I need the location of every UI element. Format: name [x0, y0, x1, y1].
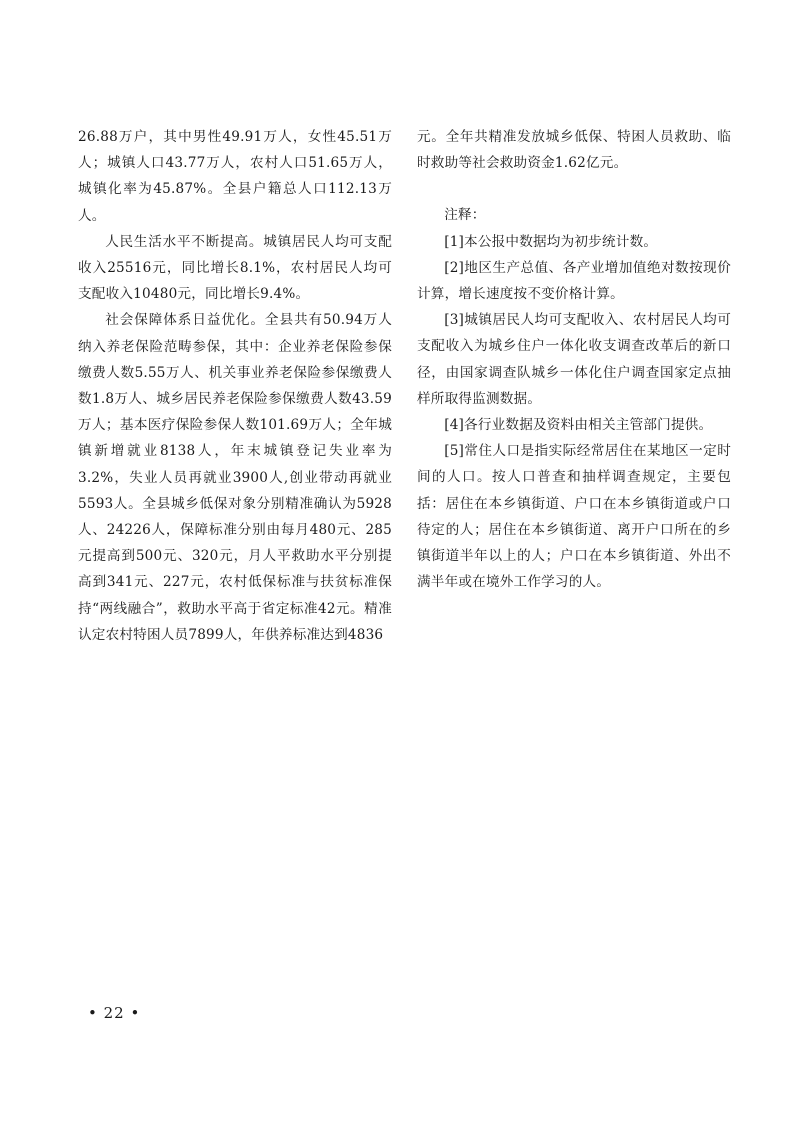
note-item: [4]各行业数据及资料由相关主管部门提供。	[444, 417, 713, 434]
notes-section	[417, 202, 731, 595]
social-security-paragraph: 社会保障体系日益优化。全县共有50.94万人纳入养老保险范畴参保，其中：企业养老保险参保缴费人数5.55万人、机关事业养老保险参保缴费人数1.8万人、城乡居民养老保险参保缴费人数43.59万人；基本医疗保险参保人数101.69万人；全年城镇新增就业8138人，年末城镇登记失业率为3.2%，失业人员再就业3900人,创业带动再就业5593人。全县城乡低保对象分别精准确认为5928人、24226人，保障标准分别由每月480元、285元提高到500元、320元，月人平救助水平分别提高到341元、227元，农村低保标准与扶贫标准保持“两线融合”，救助水平高于省定标准42元。精准认定农村特困人员7899人，年供养标准达到4836	[78, 312, 392, 643]
notes-heading: 注释：	[444, 207, 486, 224]
note-item: [2]地区生产总值、各产业增加值绝对数按现价计算，增长速度按不变价格计算。	[417, 259, 731, 303]
right-column	[417, 124, 731, 595]
note-item: [5]常住人口是指实际经常居住在某地区一定时间的人口。按人口普查和抽样调查规定，主要包括：居住在本乡镇街道、户口在本乡镇街道或户口待定的人；居住在本乡镇街道、离开户口所在的乡镇街道半年以上的人；户口在本乡镇街道、外出不满半年或在境外工作学习的人。	[417, 443, 731, 591]
left-column	[78, 124, 392, 648]
note-item: [1]本公报中数据均为初步统计数。	[444, 233, 658, 250]
note-item: [3]城镇居民人均可支配收入、农村居民人均可支配收入为城乡住户一体化收支调查改革后的新口径，由国家调查队城乡一体化住户调查国家定点抽样所取得监测数据。	[417, 312, 731, 407]
social-security-paragraph-continued: 元。全年共精准发放城乡低保、特困人员救助、临时救助等社会救助资金1.62亿元。	[417, 129, 731, 172]
living-standard-paragraph: 人民生活水平不断提高。城镇居民人均可支配收入25516元，同比增长8.1%，农村居民人均可支配收入10480元，同比增长9.4%。	[78, 233, 392, 303]
page-number: • 22 •	[88, 1004, 141, 1022]
population-paragraph-continued: 26.88万户，其中男性49.91万人，女性45.51万人；城镇人口43.77万人，农村人口51.65万人，城镇化率为45.87%。全县户籍总人口112.13万人。	[78, 129, 392, 224]
